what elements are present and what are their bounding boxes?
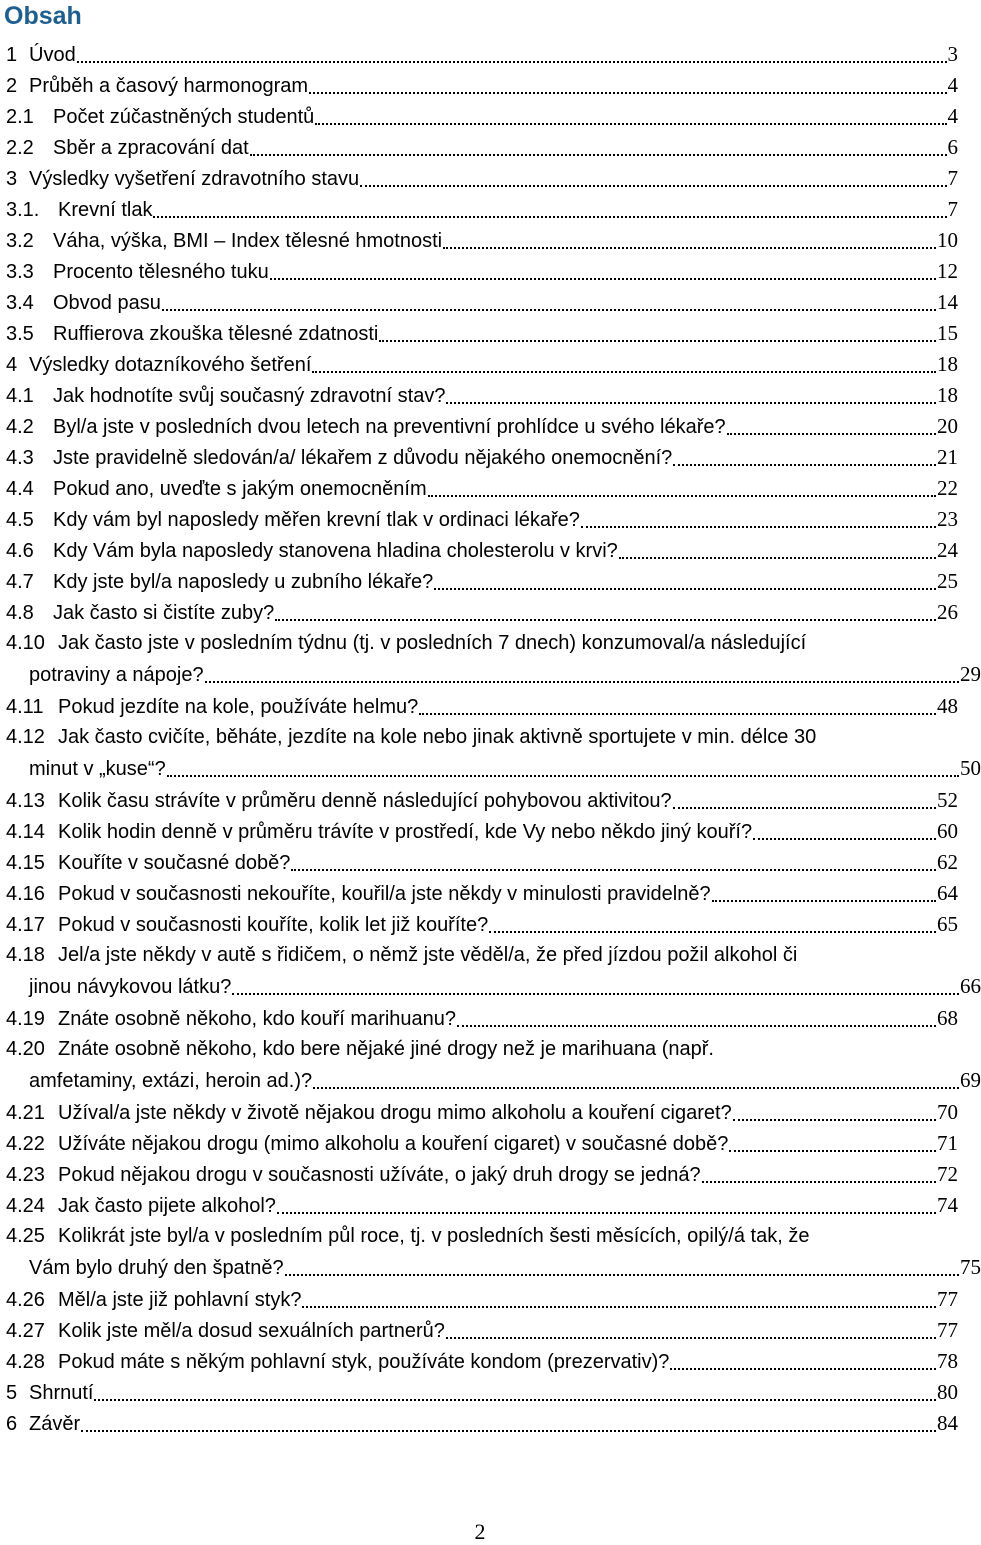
- toc-entry[interactable]: [6, 442, 958, 473]
- dot-leader: [419, 712, 936, 715]
- toc-entry[interactable]: [6, 256, 958, 287]
- toc-entry-number: 4.8: [6, 602, 34, 624]
- toc-entry-title: Jste pravidelně sledován/a/ lékařem z důvodu nějakého onemocnění?: [53, 447, 673, 469]
- toc-entry[interactable]: [6, 70, 958, 101]
- toc-entry[interactable]: [6, 940, 981, 1003]
- toc-entry-title: Sběr a zpracování dat: [53, 137, 249, 159]
- toc-entry-title: Pokud v současnosti kouříte, kolik let již kouříte?: [58, 914, 489, 936]
- toc-entry-number: 2: [6, 75, 18, 97]
- toc-entry-number: 4.6: [6, 540, 34, 562]
- toc-entry-page: 4: [947, 104, 958, 128]
- dot-leader: [232, 992, 959, 995]
- toc-entry-page: 72: [937, 1162, 958, 1186]
- toc-entry-number: 6: [6, 1413, 18, 1435]
- toc-entry[interactable]: [6, 39, 958, 70]
- toc-entry-page: 50: [960, 756, 981, 780]
- toc-entry-title: Váha, výška, BMI – Index tělesné hmotnosti: [53, 230, 443, 252]
- dot-leader: [753, 837, 936, 840]
- dot-leader: [162, 308, 936, 311]
- toc-entry-page: 7: [947, 166, 958, 190]
- toc-entry-page: 12: [937, 259, 958, 283]
- toc-entry-number: 4.1: [6, 385, 34, 407]
- toc-entry-title: Kdy vám byl naposledy měřen krevní tlak v ordinaci lékaře?: [53, 509, 580, 531]
- toc-entry[interactable]: [6, 504, 958, 535]
- toc-entry-number: 4.11: [6, 696, 44, 718]
- toc-entry-number: 4.13: [6, 790, 45, 812]
- toc-entry-number: 4.5: [6, 509, 34, 531]
- toc-entry-number: 4.27: [6, 1320, 45, 1342]
- dot-leader: [153, 215, 946, 218]
- toc-entry-number: 4.17: [6, 914, 45, 936]
- toc-entry-page: 80: [937, 1380, 958, 1404]
- toc-entry[interactable]: [6, 816, 958, 847]
- toc-entry-title: Počet zúčastněných studentů: [53, 106, 315, 128]
- toc-entry-title: Pokud nějakou drogu v současnosti užíváte, o jaký druh drogy se jedná?: [58, 1164, 701, 1186]
- dot-leader: [443, 246, 936, 249]
- toc-entry[interactable]: [6, 349, 958, 380]
- dot-leader: [428, 494, 936, 497]
- toc-entry-number: 3: [6, 168, 18, 190]
- toc-entry-title: Vám bylo druhý den špatně?: [29, 1257, 284, 1279]
- toc-entry-title: Jak hodnotíte svůj současný zdravotní stav?: [53, 385, 446, 407]
- toc-entry-page: 69: [960, 1068, 981, 1092]
- toc-entry[interactable]: [6, 597, 958, 628]
- dot-leader: [94, 1398, 936, 1401]
- toc-entry[interactable]: [6, 473, 958, 504]
- toc-entry-number: 4.2: [6, 416, 34, 438]
- toc-entry-title: Závěr: [29, 1413, 81, 1435]
- toc-entry-title: Kolik hodin denně v průměru trávíte v prostředí, kde Vy nebo někdo jiný kouří?: [58, 821, 753, 843]
- toc-entry-page: 77: [937, 1287, 958, 1311]
- toc-entry-title: Procento tělesného tuku: [53, 261, 269, 283]
- toc-entry-title: Měl/a jste již pohlavní styk?: [58, 1289, 302, 1311]
- toc-entry-page: 66: [960, 974, 981, 998]
- toc-entry-page: 68: [937, 1006, 958, 1030]
- table-of-contents: [6, 39, 981, 1439]
- dot-leader: [379, 339, 936, 342]
- toc-entry-number: 3.4: [6, 292, 34, 314]
- toc-entry[interactable]: [6, 1315, 958, 1346]
- toc-entry-title: Jak často si čistíte zuby?: [53, 602, 275, 624]
- toc-entry-title: amfetaminy, extázi, heroin ad.)?: [29, 1070, 313, 1092]
- toc-entry-page: 84: [937, 1411, 958, 1435]
- toc-entry-title: Jak často pijete alkohol?: [58, 1195, 276, 1217]
- toc-entry-title: minut v „kuse“?: [29, 758, 166, 780]
- toc-entry-page: 10: [937, 228, 958, 252]
- toc-entry-page: 24: [937, 538, 958, 562]
- toc-entry-page: 62: [937, 850, 958, 874]
- dot-leader: [313, 1086, 959, 1089]
- toc-entry-title: jinou návykovou látku?: [29, 976, 232, 998]
- dot-leader: [702, 1180, 936, 1183]
- toc-entry-title: Kdy Vám byla naposledy stanovena hladina cholesterolu v krvi?: [53, 540, 618, 562]
- toc-entry-page: 75: [960, 1255, 981, 1279]
- toc-entry-title: Pokud jezdíte na kole, používáte helmu?: [58, 696, 419, 718]
- toc-entry[interactable]: [6, 318, 958, 349]
- toc-entry-number: 4.15: [6, 852, 45, 874]
- dot-leader: [673, 463, 936, 466]
- toc-entry-page: 52: [937, 788, 958, 812]
- toc-entry-page: 7: [947, 197, 958, 221]
- dot-leader: [619, 556, 936, 559]
- toc-entry-number: 3.2: [6, 230, 34, 252]
- dot-leader: [312, 370, 936, 373]
- toc-entry-title: Průběh a časový harmonogram: [29, 75, 309, 97]
- dot-leader: [77, 60, 947, 63]
- toc-entry-page: 18: [937, 383, 958, 407]
- toc-entry-page: 23: [937, 507, 958, 531]
- toc-entry-title: Kdy jste byl/a naposledy u zubního lékaře?: [53, 571, 434, 593]
- toc-entry-number: 2.1: [6, 106, 34, 128]
- toc-entry[interactable]: [6, 628, 981, 691]
- toc-entry-title: Shrnutí: [29, 1382, 94, 1404]
- toc-entry-title: potraviny a nápoje?: [29, 664, 204, 686]
- toc-entry-title: Znáte osobně někoho, kdo kouří marihuanu?: [58, 1008, 457, 1030]
- toc-entry-number: 4.19: [6, 1008, 45, 1030]
- toc-entry-title: Úvod: [29, 44, 76, 66]
- toc-entry-page: 20: [937, 414, 958, 438]
- toc-entry-number: 4.4: [6, 478, 34, 500]
- toc-entry[interactable]: [6, 287, 958, 318]
- toc-entry-title: Pokud ano, uveďte s jakým onemocněním: [53, 478, 427, 500]
- toc-entry-page: 25: [937, 569, 958, 593]
- toc-entry-page: 65: [937, 912, 958, 936]
- dot-leader: [727, 432, 936, 435]
- toc-entry-title: Kolik jste měl/a dosud sexuálních partnerů?: [58, 1320, 445, 1342]
- toc-entry-number: 4.24: [6, 1195, 45, 1217]
- toc-entry-number: 4.23: [6, 1164, 45, 1186]
- toc-entry[interactable]: [6, 878, 958, 909]
- dot-leader: [285, 1273, 959, 1276]
- dot-leader: [205, 680, 959, 683]
- toc-entry-number: 1: [6, 44, 18, 66]
- toc-entry[interactable]: [6, 163, 958, 194]
- toc-entry-number: 4.7: [6, 571, 34, 593]
- toc-entry[interactable]: [6, 411, 958, 442]
- dot-leader: [581, 525, 936, 528]
- toc-entry[interactable]: [6, 1003, 958, 1034]
- toc-entry[interactable]: [6, 1034, 981, 1097]
- toc-entry-number: 3.1.: [6, 199, 40, 221]
- toc-entry-number: 5: [6, 1382, 18, 1404]
- toc-entry-page: 29: [960, 662, 981, 686]
- toc-entry-page: 70: [937, 1100, 958, 1124]
- toc-entry[interactable]: [6, 380, 958, 411]
- toc-entry-number: 4.3: [6, 447, 34, 469]
- toc-entry-page: 4: [947, 73, 958, 97]
- toc-entry-title: Jel/a jste někdy v autě s řidičem, o němž jste věděl/a, že před jízdou požil alkohol či: [58, 944, 798, 966]
- toc-entry-title: Jak často cvičíte, běháte, jezdíte na kole nebo jinak aktivně sportujete v min. délce 30: [58, 726, 817, 748]
- toc-entry-page: 18: [937, 352, 958, 376]
- dot-leader: [309, 91, 946, 94]
- toc-entry-page: 48: [937, 694, 958, 718]
- dot-leader: [277, 1211, 936, 1214]
- toc-entry-title: Znáte osobně někoho, kdo bere nějaké jiné drogy než je marihuana (např.: [58, 1038, 714, 1060]
- toc-entry[interactable]: [6, 1221, 981, 1284]
- toc-entry[interactable]: [6, 1284, 958, 1315]
- toc-entry-number: 4.26: [6, 1289, 45, 1311]
- dot-leader: [670, 1367, 936, 1370]
- dot-leader: [167, 774, 959, 777]
- dot-leader: [729, 1149, 936, 1152]
- toc-entry-number: 4.14: [6, 821, 45, 843]
- toc-entry-title: Krevní tlak: [58, 199, 153, 221]
- toc-entry-page: 14: [937, 290, 958, 314]
- toc-entry[interactable]: [6, 535, 958, 566]
- toc-entry-number: 4.28: [6, 1351, 45, 1373]
- toc-entry[interactable]: [6, 691, 958, 722]
- toc-entry-title: Výsledky dotazníkového šetření: [29, 354, 312, 376]
- toc-entry-page: 21: [937, 445, 958, 469]
- toc-entry-page: 6: [947, 135, 958, 159]
- dot-leader: [446, 401, 936, 404]
- toc-entry-page: 26: [937, 600, 958, 624]
- toc-entry[interactable]: [6, 909, 958, 940]
- dot-leader: [315, 122, 946, 125]
- dot-leader: [446, 1336, 936, 1339]
- toc-entry-page: 64: [937, 881, 958, 905]
- toc-entry-title: Kouříte v současné době?: [58, 852, 291, 874]
- toc-entry[interactable]: [6, 785, 958, 816]
- toc-entry-number: 4: [6, 354, 18, 376]
- toc-entry-number: 4.10: [6, 632, 45, 654]
- toc-entry-number: 4.18: [6, 944, 45, 966]
- toc-entry-number: 2.2: [6, 137, 34, 159]
- dot-leader: [457, 1024, 936, 1027]
- toc-entry-title: Pokud v současnosti nekouříte, kouřil/a jste někdy v minulosti pravidelně?: [58, 883, 711, 905]
- toc-entry-number: 3.5: [6, 323, 34, 345]
- toc-heading: Obsah: [4, 2, 82, 30]
- toc-entry-title: Pokud máte s někým pohlavní styk, používáte kondom (prezervativ)?: [58, 1351, 670, 1373]
- dot-leader: [302, 1305, 936, 1308]
- dot-leader: [270, 277, 936, 280]
- toc-entry-title: Obvod pasu: [53, 292, 161, 314]
- toc-entry-title: Ruffierova zkouška tělesné zdatnosti: [53, 323, 379, 345]
- toc-entry[interactable]: [6, 1097, 958, 1128]
- toc-entry[interactable]: [6, 847, 958, 878]
- toc-entry-number: 3.3: [6, 261, 34, 283]
- toc-entry[interactable]: [6, 1159, 958, 1190]
- toc-entry-number: 4.25: [6, 1225, 45, 1247]
- dot-leader: [489, 930, 936, 933]
- dot-leader: [673, 806, 936, 809]
- toc-entry-page: 15: [937, 321, 958, 345]
- toc-entry[interactable]: [6, 194, 958, 225]
- toc-entry-title: Výsledky vyšetření zdravotního stavu: [29, 168, 360, 190]
- dot-leader: [81, 1429, 936, 1432]
- toc-entry-number: 4.20: [6, 1038, 45, 1060]
- toc-entry[interactable]: [6, 566, 958, 597]
- toc-entry-page: 3: [947, 42, 958, 66]
- toc-entry[interactable]: [6, 1377, 958, 1408]
- toc-entry-title: Jak často jste v posledním týdnu (tj. v posledních 7 dnech) konzumoval/a následující: [58, 632, 807, 654]
- toc-entry-page: 77: [937, 1318, 958, 1342]
- dot-leader: [360, 184, 946, 187]
- toc-entry-page: 22: [937, 476, 958, 500]
- dot-leader: [291, 868, 936, 871]
- dot-leader: [250, 153, 947, 156]
- toc-entry-number: 4.12: [6, 726, 45, 748]
- toc-entry-page: 78: [937, 1349, 958, 1373]
- dot-leader: [275, 618, 936, 621]
- toc-entry[interactable]: [6, 1128, 958, 1159]
- toc-entry-number: 4.21: [6, 1102, 45, 1124]
- toc-entry-page: 71: [937, 1131, 958, 1155]
- page-number: 2: [474, 1519, 486, 1544]
- toc-entry-title: Kolik času strávíte v průměru denně následující pohybovou aktivitou?: [58, 790, 672, 812]
- toc-entry-title: Kolikrát jste byl/a v posledním půl roce, tj. v posledních šesti měsících, opilý/á tak, že: [58, 1225, 810, 1247]
- toc-entry[interactable]: [6, 132, 958, 163]
- toc-entry-page: 74: [937, 1193, 958, 1217]
- toc-entry[interactable]: [6, 1408, 958, 1439]
- dot-leader: [434, 587, 936, 590]
- toc-entry-page: 60: [937, 819, 958, 843]
- toc-entry[interactable]: [6, 722, 981, 785]
- toc-entry-number: 4.22: [6, 1133, 45, 1155]
- toc-entry-title: Byl/a jste v posledních dvou letech na preventivní prohlídce u svého lékaře?: [53, 416, 726, 438]
- toc-entry[interactable]: [6, 1346, 958, 1377]
- toc-entry[interactable]: [6, 101, 958, 132]
- toc-entry-number: 4.16: [6, 883, 45, 905]
- dot-leader: [712, 899, 936, 902]
- toc-entry[interactable]: [6, 225, 958, 256]
- toc-entry-title: Užíváte nějakou drogu (mimo alkoholu a kouření cigaret) v současné době?: [58, 1133, 729, 1155]
- dot-leader: [733, 1118, 936, 1121]
- toc-entry-title: Užíval/a jste někdy v životě nějakou drogu mimo alkoholu a kouření cigaret?: [58, 1102, 732, 1124]
- toc-entry[interactable]: [6, 1190, 958, 1221]
